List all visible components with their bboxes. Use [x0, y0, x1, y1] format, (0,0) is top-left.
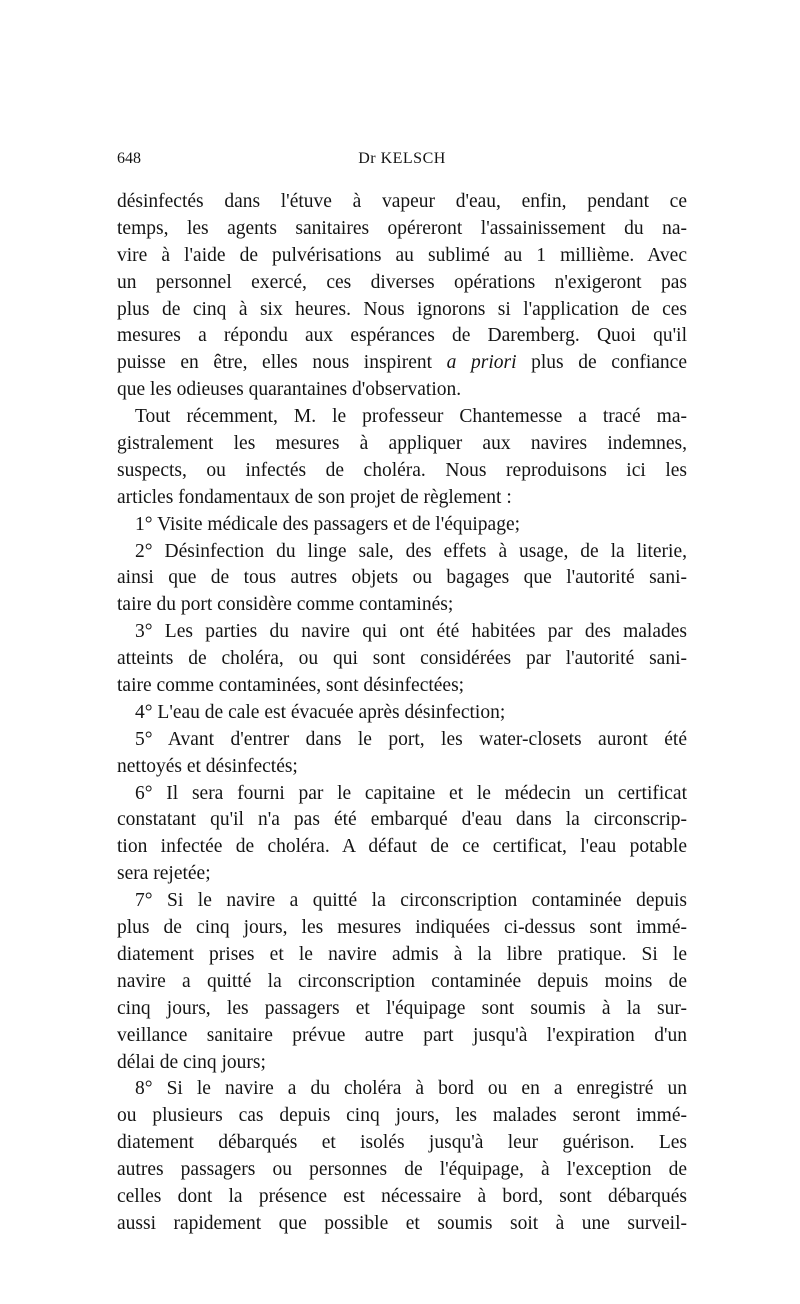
- text-line: suspects, ou infectés de choléra. Nous reproduisons ici les: [117, 459, 687, 481]
- text-line: diatement débarqués et isolés jusqu'à leur guérison. Les: [117, 1132, 687, 1154]
- text-line: ou plusieurs cas depuis cinq jours, les malades seront immé-: [117, 1105, 687, 1127]
- text-line: veillance sanitaire prévue autre part jusqu'à l'expiration d'un: [117, 1024, 687, 1046]
- text-line: désinfectés dans l'étuve à vapeur d'eau, enfin, pendant ce: [117, 191, 687, 212]
- text-line: navire a quitté la circonscription contaminée depuis moins de: [117, 970, 687, 992]
- text-segment: puisse en être, elles nous inspirent: [117, 352, 447, 374]
- text-line: que les odieuses quarantaines d'observation.: [117, 379, 462, 401]
- list-item-line: 6° Il sera fourni par le capitaine et le médecin un certificat: [135, 782, 687, 804]
- page-number: 648: [117, 150, 141, 167]
- text-line: mesures a répondu aux espérances de Daremberg. Quoi qu'il: [117, 325, 687, 347]
- text-line: gistralement les mesures à appliquer aux navires indemnes,: [117, 433, 687, 455]
- text-line: temps, les agents sanitaires opéreront l'assainissement du na-: [117, 217, 687, 239]
- text-line: nettoyés et désinfectés;: [117, 755, 298, 777]
- italic-phrase: a priori: [446, 352, 517, 374]
- list-item-line: 3° Les parties du navire qui ont été habitées par des malades: [135, 621, 687, 643]
- text-line: plus de cinq jours, les mesures indiquées ci-dessus sont immé-: [117, 917, 687, 939]
- text-line: atteints de choléra, ou qui sont considérées par l'autorité sani-: [117, 648, 687, 670]
- list-item-line: 7° Si le navire a quitté la circonscription contaminée depuis: [135, 890, 687, 912]
- text-line: celles dont la présence est nécessaire à bord, sont débarqués: [117, 1185, 687, 1207]
- text-line: plus de cinq à six heures. Nous ignorons si l'application de ces: [117, 298, 687, 320]
- running-head: [117, 148, 687, 170]
- list-item-line: 2° Désinfection du linge sale, des effets à usage, de la literie,: [135, 540, 687, 562]
- text-line: aussi rapidement que possible et soumis soit à une surveil-: [117, 1212, 687, 1234]
- list-item-line: 8° Si le navire a du choléra à bord ou en a enregistré un: [135, 1078, 687, 1100]
- list-item-line: 4° L'eau de cale est évacuée après désinfection;: [135, 701, 506, 723]
- text-segment: plus de confiance: [516, 352, 687, 374]
- text-line: diatement prises et le navire admis à la libre pratique. Si le: [117, 943, 687, 965]
- text-line: ainsi que de tous autres objets ou bagages que l'autorité sani-: [117, 567, 687, 589]
- text-line-with-emphasis: [117, 350, 687, 377]
- text-line: un personnel exercé, ces diverses opérations n'exigeront pas: [117, 271, 687, 293]
- text-line: constatant qu'il n'a pas été embarqué d'eau dans la circonscrip-: [117, 809, 687, 831]
- text-line: taire comme contaminées, sont désinfectées;: [117, 675, 465, 697]
- text-line: sera rejetée;: [117, 863, 211, 885]
- list-item-line: 1° Visite médicale des passagers et de l'équipage;: [135, 513, 521, 535]
- text-line: tion infectée de choléra. A défaut de ce certificat, l'eau potable: [117, 836, 687, 858]
- list-item-line: 5° Avant d'entrer dans le port, les water-closets auront été: [135, 728, 687, 750]
- text-line: taire du port considère comme contaminés;: [117, 594, 454, 616]
- text-line: autres passagers ou personnes de l'équipage, à l'exception de: [117, 1159, 687, 1181]
- text-line: articles fondamentaux de son projet de règlement :: [117, 486, 512, 508]
- text-line: délai de cinq jours;: [117, 1051, 266, 1073]
- text-line: cinq jours, les passagers et l'équipage sont soumis à la sur-: [117, 997, 687, 1019]
- text-line: vire à l'aide de pulvérisations au sublimé au 1 millième. Avec: [117, 244, 687, 266]
- text-line: Tout récemment, M. le professeur Chantemesse a tracé ma-: [135, 406, 687, 428]
- body-text: [117, 189, 687, 1238]
- running-title: Dr KELSCH: [358, 150, 446, 167]
